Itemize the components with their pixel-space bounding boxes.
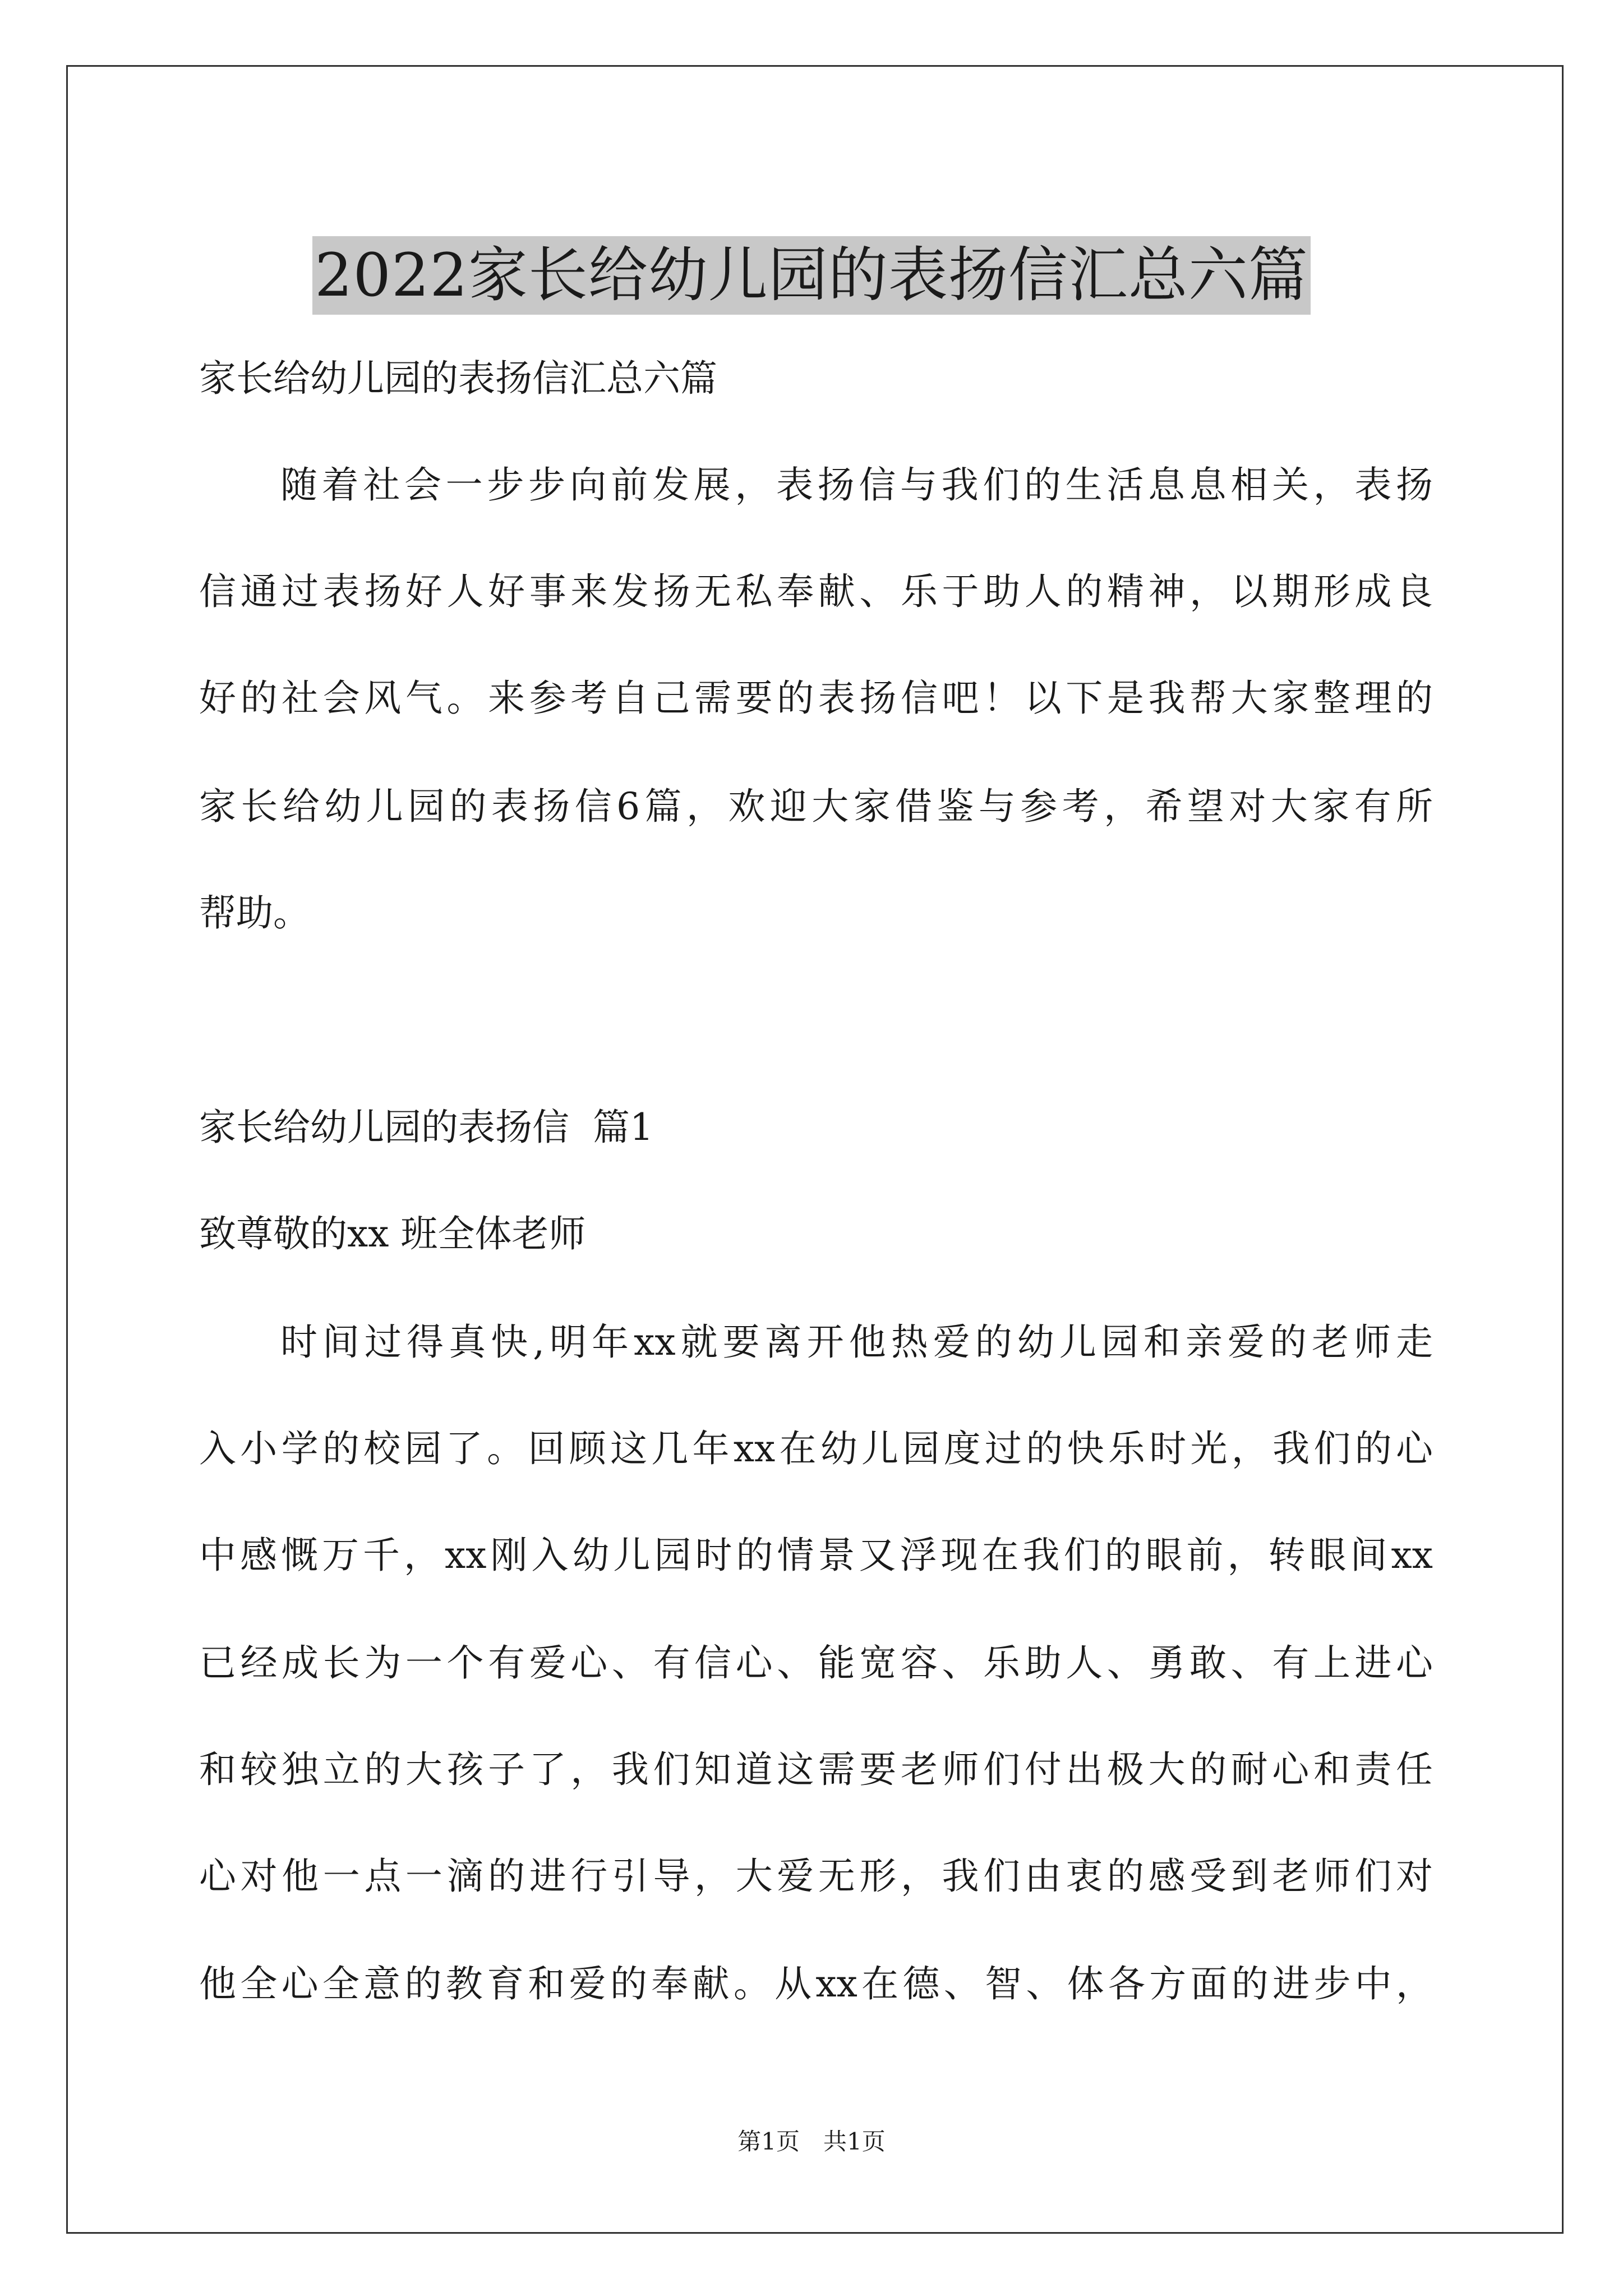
intro-line-1: 随着社会一步步向前发展，表扬信与我们的生活息息相关，表扬	[280, 463, 1433, 507]
body-line-7: 他全心全意的教育和爱的奉献。从xx在德、智、体各方面的进步中，	[199, 1962, 1433, 2005]
body-line-5: 和较独立的大孩子了，我们知道这需要老师们付出极大的耐心和责任	[199, 1748, 1433, 1791]
intro-line-2: 信通过表扬好人好事来发扬无私奉献、乐于助人的精神，以期形成良	[199, 570, 1433, 613]
body-line-4: 已经成长为一个有爱心、有信心、能宽容、乐助人、勇敢、有上进心	[199, 1641, 1433, 1685]
document-title: 2022家长给幼儿园的表扬信汇总六篇	[312, 236, 1311, 315]
title-container	[0, 196, 1623, 355]
salutation: 致尊敬的xx 班全体老师	[199, 1212, 586, 1255]
body-line-1: 时间过得真快,明年xx就要离开他热爱的幼儿园和亲爱的老师走	[280, 1320, 1433, 1364]
section-heading: 家长给幼儿园的表扬信 篇1	[199, 1106, 653, 1149]
intro-line-3: 好的社会风气。来参考自己需要的表扬信吧！以下是我帮大家整理的	[199, 677, 1433, 720]
body-line-3: 中感慨万千，xx刚入幼儿园时的情景又浮现在我们的眼前，转眼间xx	[199, 1534, 1433, 1577]
document-subtitle: 家长给幼儿园的表扬信汇总六篇	[199, 357, 717, 400]
body-line-6: 心对他一点一滴的进行引导，大爱无形，我们由衷的感受到老师们对	[199, 1855, 1433, 1898]
body-line-2: 入小学的校园了。回顾这几年xx在幼儿园度过的快乐时光，我们的心	[199, 1427, 1433, 1470]
intro-line-4: 家长给幼儿园的表扬信6篇，欢迎大家借鉴与参考，希望对大家有所	[199, 785, 1433, 828]
intro-line-5: 帮助。	[199, 891, 310, 935]
page-footer: 第1页 共1页	[737, 2128, 886, 2155]
